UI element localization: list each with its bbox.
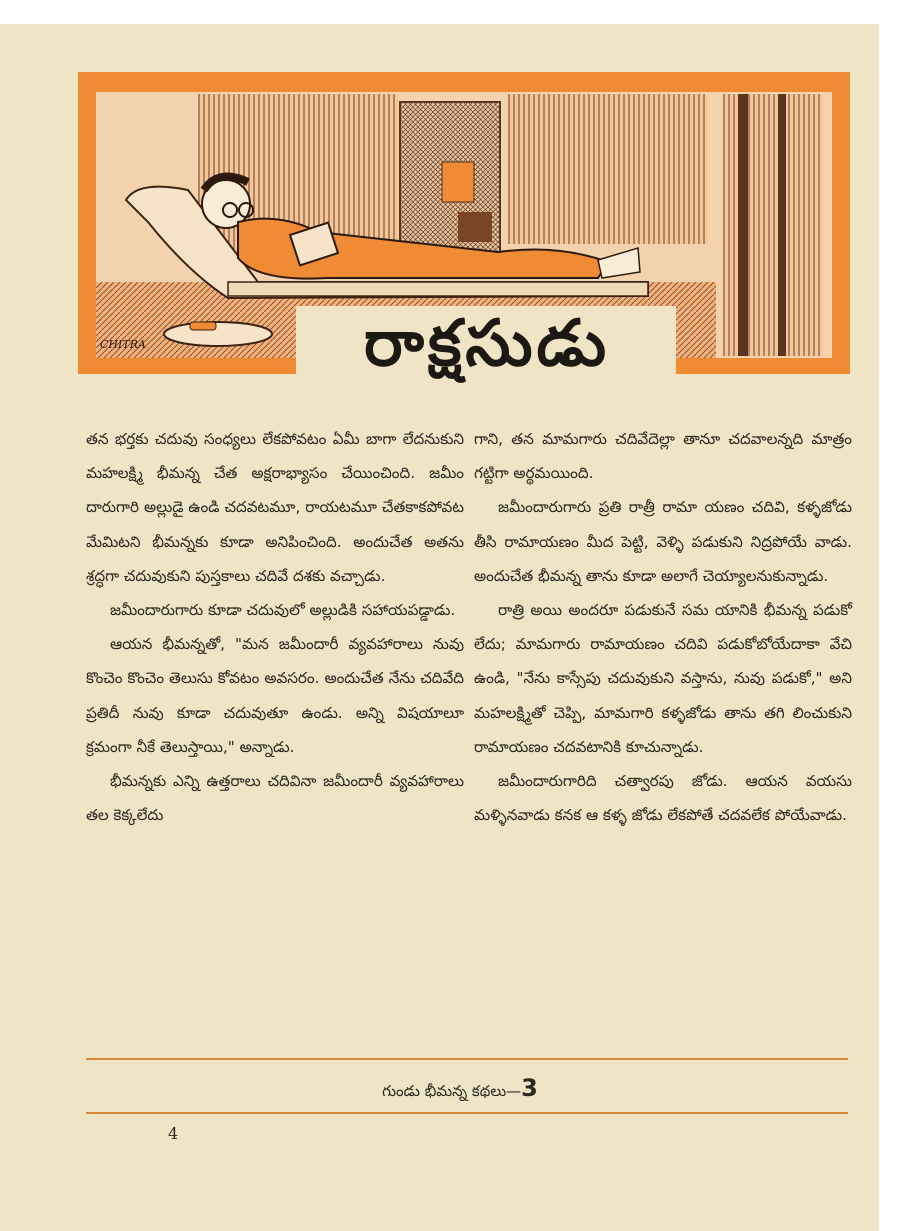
paragraph: జమీందారుగారు ప్రతి రాత్రీ రామా యణం చదివి, కళ్ళజోడు తీసి రామాయణం మీద పెట్టి, వెళ్ళి పడుకుని నిద్రపోయే వాడు. అందుచేత భీమన్న తాను కూడా అలాగే చెయ్యాలనుకున్నాడు. bbox=[474, 498, 852, 585]
story-title: రాక్షసుడు bbox=[364, 307, 610, 381]
artist-signature: CHITRA bbox=[100, 338, 146, 351]
scan-edge-top bbox=[0, 0, 903, 24]
paragraph: రాత్రి అయి అందరూ పడుకునే సమ యానికి భీమన్న పడుకో లేదు; మామగారు రామాయణం చదివి పడుకోబోయేదాకా వేచి ఉండి, "నేను కాస్సేపు చదువుకుని వస్తాను, నువు పడుకో," అని మహలక్ష్మితో చెప్పి, మామగారి కళ్ళజోడు తాను తగి లించుకుని రామాయణం చదవటానికి కూచున్నాడు. bbox=[474, 601, 852, 756]
paragraph: తన భర్తకు చదువు సంధ్యలు లేకపోవటం ఏమీ బాగా లేదనుకుని మహలక్ష్మి భీమన్న చేత అక్షరాభ్యాసం చేయించింది. జమీం దారుగారి అల్లుడై ఉండి చదవటమూ, రాయటమూ చేతకాకపోవట మేమిటని భీమన్నకు కూడా అనిపించింది. అందుచేత అతను శ్రద్ధగా చదువుకుని పుస్తకాలు చదివే దశకు వచ్చాడు. bbox=[86, 430, 464, 585]
text-column-left bbox=[86, 422, 464, 832]
paragraph: జమీందారుగారు కూడా చదువులో అల్లుడికి సహాయపడ్డాడు. bbox=[110, 601, 456, 620]
series-number: 3 bbox=[521, 1074, 538, 1102]
series-footer bbox=[300, 1074, 620, 1104]
paragraph: గాని, తన మామగారు చదివేదెల్లా తానూ చదవాలన్నది మాత్రం గట్టిగా అర్థమయింది. bbox=[474, 430, 852, 483]
footer-rule-bottom bbox=[86, 1112, 848, 1114]
footer-rule-top bbox=[86, 1058, 848, 1060]
series-title: గుండు భీమన్న కథలు— bbox=[382, 1082, 522, 1100]
text-column-right bbox=[474, 422, 852, 832]
scan-edge-right bbox=[879, 0, 903, 1231]
page-number: 4 bbox=[168, 1124, 179, 1143]
paragraph: జమీందారుగారిది చత్వారపు జోడు. ఆయన వయసు మళ్ళినవాడు కనక ఆ కళ్ళ జోడు లేకపోతే చదవలేక పోయేవాడు. bbox=[474, 772, 852, 825]
paragraph: ఆయన భీమన్నతో, "మన జమీందారీ వ్యవహారాలు నువు కొంచెం కొంచెం తెలుసు కోవటం అవసరం. అందుచేత నేను చదివేది ప్రతిదీ నువు కూడా చదువుతూ ఉండు. అన్ని విషయాలూ క్రమంగా నీకే తెలుస్తాయి," అన్నాడు. bbox=[86, 635, 464, 756]
paragraph: భీమన్నకు ఎన్ని ఉత్తరాలు చదివినా జమీందారీ వ్యవహారాలు తల కెక్కలేదు bbox=[86, 772, 464, 825]
